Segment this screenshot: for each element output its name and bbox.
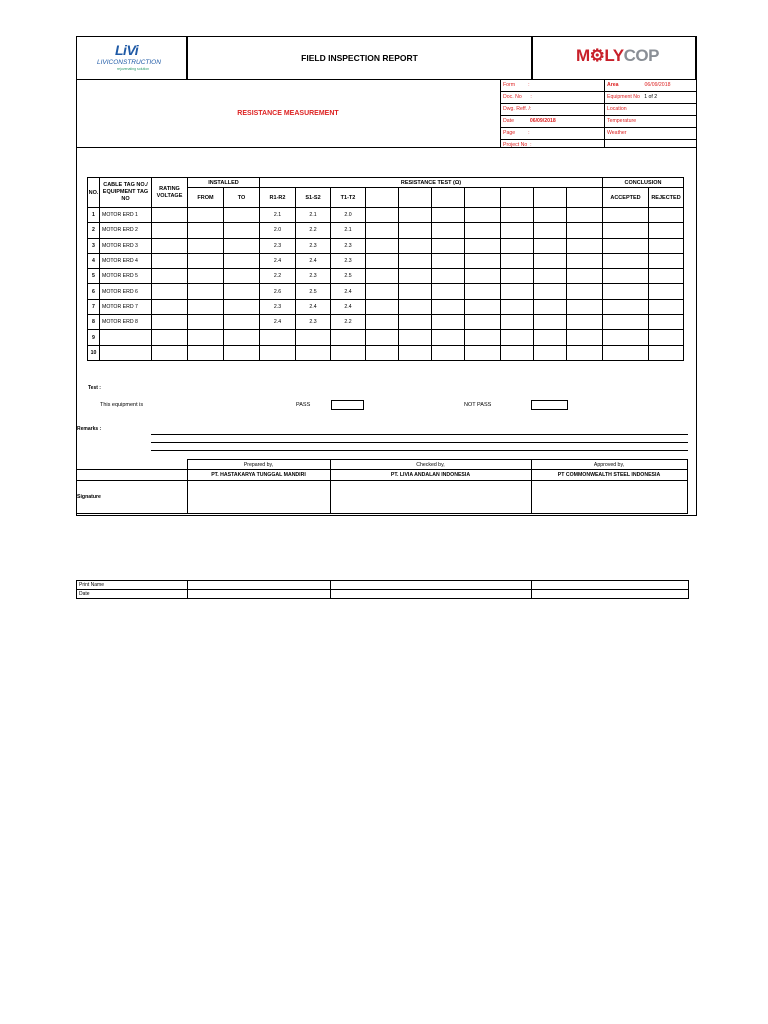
table-row bbox=[88, 299, 684, 314]
row-extra-cell[interactable] bbox=[501, 208, 534, 223]
row-extra-cell[interactable] bbox=[432, 284, 465, 299]
row-rating[interactable] bbox=[152, 315, 188, 330]
remarks-line-2[interactable] bbox=[151, 442, 688, 443]
row-t1t2: 2.2 bbox=[331, 315, 366, 330]
row-extra-cell[interactable] bbox=[366, 238, 399, 253]
row-rating[interactable] bbox=[152, 269, 188, 284]
info-dwg-ref: Dwg. Reff. /: bbox=[501, 104, 604, 116]
row-extra-cell[interactable] bbox=[567, 238, 603, 253]
remarks-line-1[interactable] bbox=[151, 434, 688, 435]
row-extra-cell[interactable] bbox=[432, 299, 465, 314]
row-extra-cell[interactable] bbox=[534, 345, 567, 360]
livi-logo bbox=[76, 36, 187, 80]
row-tag: MOTOR ERD 4 bbox=[100, 253, 152, 268]
row-t1t2: 2.5 bbox=[331, 269, 366, 284]
molycop-logo-text: M⚙LYCOP bbox=[576, 46, 659, 65]
row-extra-cell[interactable] bbox=[567, 284, 603, 299]
row-extra-cell[interactable] bbox=[366, 284, 399, 299]
signature-prepared-box[interactable] bbox=[187, 481, 330, 514]
col-s1s2-header: S1-S2 bbox=[296, 188, 331, 208]
row-no: 2 bbox=[88, 223, 100, 238]
col-no-header: NO. bbox=[88, 178, 100, 208]
row-extra-cell[interactable] bbox=[534, 238, 567, 253]
row-extra-cell[interactable] bbox=[567, 299, 603, 314]
row-r1r2: 2.1 bbox=[260, 208, 296, 223]
row-tag: MOTOR ERD 3 bbox=[100, 238, 152, 253]
row-no: 10 bbox=[88, 345, 100, 360]
row-extra-cell[interactable] bbox=[366, 330, 399, 345]
row-extra-cell[interactable] bbox=[399, 299, 432, 314]
row-rating[interactable] bbox=[152, 330, 188, 345]
row-tag: MOTOR ERD 2 bbox=[100, 223, 152, 238]
col-r1r2-header: R1-R2 bbox=[260, 188, 296, 208]
info-project-no: Project No : bbox=[503, 142, 532, 148]
table-row bbox=[88, 238, 684, 253]
row-accepted[interactable] bbox=[603, 284, 649, 299]
col-cable-tag-header: CABLE TAG NO./ EQUIPMENT TAG NO bbox=[100, 178, 152, 208]
row-s1s2 bbox=[296, 330, 331, 345]
print-name-approved[interactable] bbox=[532, 581, 689, 590]
info-area: Area 06/09/2018 bbox=[605, 80, 697, 92]
date-label: Date bbox=[77, 590, 188, 599]
row-no: 4 bbox=[88, 253, 100, 268]
row-from[interactable] bbox=[188, 238, 224, 253]
row-accepted[interactable] bbox=[603, 253, 649, 268]
info-page: Page : bbox=[501, 128, 604, 140]
print-name-label: Print Name bbox=[77, 581, 188, 590]
row-from[interactable] bbox=[188, 330, 224, 345]
info-equipment-no: Equipment No 1 of 2 bbox=[605, 92, 697, 104]
signature-label: Signature bbox=[76, 481, 187, 514]
row-s1s2: 2.3 bbox=[296, 269, 331, 284]
col-accepted-header: ACCEPTED bbox=[603, 188, 649, 208]
signature-checked-box[interactable] bbox=[330, 481, 531, 514]
col-installed-header: INSTALLED bbox=[188, 178, 260, 188]
row-extra-cell[interactable] bbox=[399, 223, 432, 238]
row-accepted[interactable] bbox=[603, 345, 649, 360]
row-no: 6 bbox=[88, 284, 100, 299]
row-t1t2: 2.3 bbox=[331, 253, 366, 268]
print-name-table bbox=[76, 580, 689, 599]
row-extra-cell[interactable] bbox=[534, 223, 567, 238]
table-row bbox=[88, 284, 684, 299]
info-location: Location bbox=[605, 104, 697, 116]
row-s1s2: 2.4 bbox=[296, 299, 331, 314]
approved-by-label: Approved by, bbox=[531, 460, 687, 470]
date-checked[interactable] bbox=[331, 590, 532, 599]
print-name-prepared[interactable] bbox=[188, 581, 331, 590]
row-r1r2: 2.0 bbox=[260, 223, 296, 238]
info-temperature: Temperature bbox=[605, 116, 697, 128]
row-extra-cell[interactable] bbox=[432, 269, 465, 284]
row-s1s2: 2.5 bbox=[296, 284, 331, 299]
row-extra-cell[interactable] bbox=[501, 345, 534, 360]
row-extra-cell[interactable] bbox=[432, 223, 465, 238]
info-doc-no: Doc. No : bbox=[501, 92, 604, 104]
row-extra-cell[interactable] bbox=[567, 315, 603, 330]
row-s1s2: 2.1 bbox=[296, 208, 331, 223]
row-extra-cell[interactable] bbox=[366, 315, 399, 330]
row-from[interactable] bbox=[188, 345, 224, 360]
row-extra-cell[interactable] bbox=[534, 315, 567, 330]
row-s1s2: 2.3 bbox=[296, 238, 331, 253]
prepared-by-label: Prepared by, bbox=[187, 460, 330, 470]
not-pass-label: NOT PASS bbox=[464, 402, 492, 408]
row-extra-cell[interactable] bbox=[465, 238, 501, 253]
row-to[interactable] bbox=[224, 330, 260, 345]
row-t1t2: 2.3 bbox=[331, 238, 366, 253]
info-form: Form : bbox=[501, 80, 604, 92]
row-extra-cell[interactable] bbox=[432, 330, 465, 345]
row-extra-cell[interactable] bbox=[399, 315, 432, 330]
row-extra-cell[interactable] bbox=[465, 299, 501, 314]
table-row bbox=[88, 223, 684, 238]
date-approved[interactable] bbox=[532, 590, 689, 599]
row-t1t2: 2.4 bbox=[331, 299, 366, 314]
row-extra-cell[interactable] bbox=[534, 330, 567, 345]
row-t1t2: 2.4 bbox=[331, 284, 366, 299]
row-extra-cell[interactable] bbox=[534, 208, 567, 223]
row-extra-cell[interactable] bbox=[567, 253, 603, 268]
row-tag: MOTOR ERD 6 bbox=[100, 284, 152, 299]
section-title: RESISTANCE MEASUREMENT bbox=[237, 110, 339, 117]
row-t1t2: 2.1 bbox=[331, 223, 366, 238]
row-tag bbox=[100, 330, 152, 345]
row-rejected[interactable] bbox=[649, 223, 684, 238]
print-name-checked[interactable] bbox=[331, 581, 532, 590]
row-extra-cell[interactable] bbox=[501, 315, 534, 330]
not-pass-checkbox[interactable] bbox=[531, 400, 568, 410]
signature-table bbox=[76, 459, 688, 514]
test-label: Test : bbox=[88, 385, 101, 391]
info-weather: Weather bbox=[605, 128, 697, 140]
col-empty bbox=[366, 188, 399, 208]
pass-checkbox[interactable] bbox=[331, 400, 364, 410]
row-r1r2: 2.3 bbox=[260, 299, 296, 314]
row-from[interactable] bbox=[188, 299, 224, 314]
row-extra-cell[interactable] bbox=[465, 269, 501, 284]
row-extra-cell[interactable] bbox=[432, 238, 465, 253]
row-from[interactable] bbox=[188, 284, 224, 299]
row-extra-cell[interactable] bbox=[465, 208, 501, 223]
table-row bbox=[88, 315, 684, 330]
row-tag: MOTOR ERD 1 bbox=[100, 208, 152, 223]
row-from[interactable] bbox=[188, 208, 224, 223]
sig-blank bbox=[76, 460, 187, 470]
row-rejected[interactable] bbox=[649, 299, 684, 314]
row-r1r2: 2.4 bbox=[260, 315, 296, 330]
row-extra-cell[interactable] bbox=[399, 208, 432, 223]
row-from[interactable] bbox=[188, 315, 224, 330]
col-from-header: FROM bbox=[188, 188, 224, 208]
col-rejected-header: REJECTED bbox=[649, 188, 684, 208]
row-extra-cell[interactable] bbox=[534, 284, 567, 299]
row-tag: MOTOR ERD 5 bbox=[100, 269, 152, 284]
row-s1s2: 2.2 bbox=[296, 223, 331, 238]
row-extra-cell[interactable] bbox=[432, 208, 465, 223]
row-from[interactable] bbox=[188, 253, 224, 268]
remarks-label: Remarks : bbox=[77, 426, 102, 432]
molycop-logo-gear-icon: ⚙ bbox=[589, 46, 605, 65]
col-t1t2-header: T1-T2 bbox=[331, 188, 366, 208]
row-rejected[interactable] bbox=[649, 208, 684, 223]
row-from[interactable] bbox=[188, 269, 224, 284]
row-to[interactable] bbox=[224, 223, 260, 238]
row-rejected[interactable] bbox=[649, 238, 684, 253]
row-extra-cell[interactable] bbox=[501, 223, 534, 238]
row-no: 7 bbox=[88, 299, 100, 314]
row-to[interactable] bbox=[224, 208, 260, 223]
col-empty bbox=[432, 188, 465, 208]
row-extra-cell[interactable] bbox=[399, 284, 432, 299]
col-to-header: TO bbox=[224, 188, 260, 208]
row-rating[interactable] bbox=[152, 208, 188, 223]
row-t1t2 bbox=[331, 345, 366, 360]
row-no: 3 bbox=[88, 238, 100, 253]
remarks-line-3[interactable] bbox=[151, 450, 688, 451]
row-extra-cell[interactable] bbox=[501, 299, 534, 314]
row-extra-cell[interactable] bbox=[567, 330, 603, 345]
row-rating[interactable] bbox=[152, 345, 188, 360]
test-statement: This equipment is bbox=[100, 402, 144, 408]
row-no: 1 bbox=[88, 208, 100, 223]
row-extra-cell[interactable] bbox=[501, 238, 534, 253]
report-title: FIELD INSPECTION REPORT bbox=[187, 36, 532, 80]
info-grid-left bbox=[500, 80, 605, 147]
row-extra-cell[interactable] bbox=[366, 208, 399, 223]
row-no: 8 bbox=[88, 315, 100, 330]
row-rejected[interactable] bbox=[649, 345, 684, 360]
row-extra-cell[interactable] bbox=[501, 330, 534, 345]
row-extra-cell[interactable] bbox=[501, 284, 534, 299]
table-row bbox=[88, 345, 684, 360]
row-extra-cell[interactable] bbox=[366, 223, 399, 238]
row-s1s2 bbox=[296, 345, 331, 360]
date-prepared[interactable] bbox=[188, 590, 331, 599]
table-row bbox=[88, 208, 684, 223]
sig-blank bbox=[76, 470, 187, 481]
row-extra-cell[interactable] bbox=[465, 253, 501, 268]
row-r1r2 bbox=[260, 345, 296, 360]
row-rejected[interactable] bbox=[649, 315, 684, 330]
row-accepted[interactable] bbox=[603, 223, 649, 238]
row-accepted[interactable] bbox=[603, 315, 649, 330]
row-rating[interactable] bbox=[152, 253, 188, 268]
row-rating[interactable] bbox=[152, 284, 188, 299]
row-extra-cell[interactable] bbox=[465, 330, 501, 345]
row-rejected[interactable] bbox=[649, 330, 684, 345]
row-to[interactable] bbox=[224, 299, 260, 314]
row-tag bbox=[100, 345, 152, 360]
info-grid-right bbox=[605, 80, 697, 136]
row-extra-cell[interactable] bbox=[432, 315, 465, 330]
molycop-logo bbox=[532, 36, 696, 80]
row-rejected[interactable] bbox=[649, 253, 684, 268]
row-extra-cell[interactable] bbox=[399, 269, 432, 284]
col-resistance-test-header: RESISTANCE TEST (Ω) bbox=[260, 178, 603, 188]
row-extra-cell[interactable] bbox=[534, 269, 567, 284]
col-empty bbox=[567, 188, 603, 208]
pass-label: PASS bbox=[296, 402, 311, 408]
row-accepted[interactable] bbox=[603, 330, 649, 345]
row-to[interactable] bbox=[224, 284, 260, 299]
row-r1r2 bbox=[260, 330, 296, 345]
company-prepared: PT. HASTAKARYA TUNGGAL MANDIRI bbox=[187, 470, 330, 481]
row-no: 5 bbox=[88, 269, 100, 284]
col-empty bbox=[534, 188, 567, 208]
row-to[interactable] bbox=[224, 315, 260, 330]
row-no: 9 bbox=[88, 330, 100, 345]
col-empty bbox=[399, 188, 432, 208]
livi-logo-name: LIVICONSTRUCTION bbox=[97, 59, 161, 66]
row-extra-cell[interactable] bbox=[534, 253, 567, 268]
row-accepted[interactable] bbox=[603, 238, 649, 253]
row-extra-cell[interactable] bbox=[567, 345, 603, 360]
row-to[interactable] bbox=[224, 238, 260, 253]
row-extra-cell[interactable] bbox=[465, 284, 501, 299]
row-extra-cell[interactable] bbox=[465, 315, 501, 330]
row-extra-cell[interactable] bbox=[399, 253, 432, 268]
row-extra-cell[interactable] bbox=[399, 238, 432, 253]
row-extra-cell[interactable] bbox=[567, 269, 603, 284]
company-checked: PT. LIVIA ANDALAN INDONESIA bbox=[330, 470, 531, 481]
row-extra-cell[interactable] bbox=[432, 253, 465, 268]
row-to[interactable] bbox=[224, 269, 260, 284]
row-t1t2: 2.0 bbox=[331, 208, 366, 223]
resistance-table bbox=[87, 177, 684, 361]
row-rejected[interactable] bbox=[649, 284, 684, 299]
row-extra-cell[interactable] bbox=[399, 345, 432, 360]
row-tag: MOTOR ERD 7 bbox=[100, 299, 152, 314]
row-rating[interactable] bbox=[152, 238, 188, 253]
row-extra-cell[interactable] bbox=[366, 299, 399, 314]
row-r1r2: 2.4 bbox=[260, 253, 296, 268]
row-s1s2: 2.4 bbox=[296, 253, 331, 268]
row-r1r2: 2.3 bbox=[260, 238, 296, 253]
col-rating-voltage-header: RATING VOLTAGE bbox=[152, 178, 188, 208]
livi-logo-mark: LiVi bbox=[115, 42, 139, 58]
table-row bbox=[88, 330, 684, 345]
row-extra-cell[interactable] bbox=[399, 330, 432, 345]
row-rejected[interactable] bbox=[649, 269, 684, 284]
row-t1t2 bbox=[331, 330, 366, 345]
signature-approved-box[interactable] bbox=[531, 481, 687, 514]
checked-by-label: Checked by, bbox=[330, 460, 531, 470]
info-date: Date 06/09/2018 bbox=[501, 116, 604, 128]
row-to[interactable] bbox=[224, 253, 260, 268]
row-rating[interactable] bbox=[152, 299, 188, 314]
table-row bbox=[88, 253, 684, 268]
row-extra-cell[interactable] bbox=[366, 345, 399, 360]
row-accepted[interactable] bbox=[603, 299, 649, 314]
row-accepted[interactable] bbox=[603, 269, 649, 284]
col-conclusion-header: CONCLUSION bbox=[603, 178, 684, 188]
row-s1s2: 2.3 bbox=[296, 315, 331, 330]
row-extra-cell[interactable] bbox=[366, 269, 399, 284]
row-tag: MOTOR ERD 8 bbox=[100, 315, 152, 330]
row-to[interactable] bbox=[224, 345, 260, 360]
row-extra-cell[interactable] bbox=[501, 253, 534, 268]
row-rating[interactable] bbox=[152, 223, 188, 238]
col-empty bbox=[465, 188, 501, 208]
row-r1r2: 2.6 bbox=[260, 284, 296, 299]
row-extra-cell[interactable] bbox=[501, 269, 534, 284]
row-extra-cell[interactable] bbox=[465, 223, 501, 238]
livi-logo-tagline: rejuvenating solution bbox=[117, 67, 150, 71]
row-extra-cell[interactable] bbox=[567, 208, 603, 223]
col-empty bbox=[501, 188, 534, 208]
company-approved: PT COMMONWEALTH STEEL INDONESIA bbox=[531, 470, 687, 481]
row-extra-cell[interactable] bbox=[465, 345, 501, 360]
row-extra-cell[interactable] bbox=[366, 253, 399, 268]
row-accepted[interactable] bbox=[603, 208, 649, 223]
row-extra-cell[interactable] bbox=[534, 299, 567, 314]
table-row bbox=[88, 269, 684, 284]
row-r1r2: 2.2 bbox=[260, 269, 296, 284]
row-from[interactable] bbox=[188, 223, 224, 238]
row-extra-cell[interactable] bbox=[567, 223, 603, 238]
row-extra-cell[interactable] bbox=[432, 345, 465, 360]
